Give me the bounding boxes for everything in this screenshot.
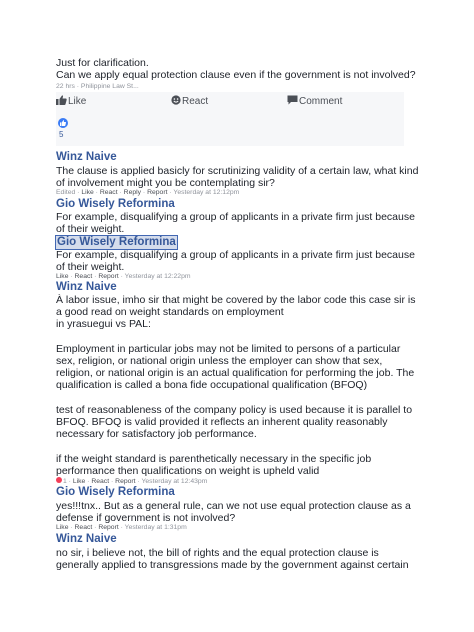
comment-meta: Like · React · Report · Yesterday at 12:22pm <box>56 273 191 280</box>
like-label: Like <box>68 96 87 107</box>
comment-author[interactable]: Gio Wisely Reformina <box>56 486 175 498</box>
comment-like-link[interactable]: Like <box>81 189 94 196</box>
like-button[interactable] <box>56 95 86 108</box>
reactions-summary[interactable] <box>56 114 404 146</box>
comment-author[interactable]: Winz Naive <box>56 281 117 293</box>
reaction-count: 1 <box>63 478 67 485</box>
comment-label: Comment <box>299 96 343 107</box>
love-reaction-icon <box>56 477 62 483</box>
comment-timestamp: Yesterday at 1:31pm <box>124 524 187 531</box>
comment-like-link[interactable]: Like <box>56 524 69 531</box>
comment-report-link[interactable]: Report <box>147 189 168 196</box>
comment-reply-link[interactable]: Reply <box>123 189 142 196</box>
comment-meta: Like · React · Report · Yesterday at 1:31pm <box>56 524 187 531</box>
comment-like-link[interactable]: Like <box>72 478 86 485</box>
comment-button[interactable] <box>287 95 342 108</box>
comment-text-line: of their weight. <box>56 223 125 235</box>
post-text-line-1: Just for clarification. <box>56 57 149 69</box>
comment-text-line: no sir, i believe not, the bill of rights and the equal protection clause is <box>56 547 379 559</box>
comment-text-line: defense if government is not involved? <box>56 512 236 524</box>
comment-text-line: For example, disqualifying a group of applicants in a private firm just because <box>56 211 415 223</box>
comment-timestamp: Yesterday at 12:12pm <box>173 189 240 196</box>
react-button[interactable] <box>171 95 208 108</box>
post-meta[interactable]: 22 hrs · Philippine Law St... <box>56 83 139 90</box>
comment-text-line: if the weight standard is parenthetically necessary in the specific job <box>56 453 372 465</box>
comment-text-line: of their weight. <box>56 261 125 273</box>
comment-meta: Edited · Like · React · Reply · Report · Yesterday at 12:12pm <box>56 189 240 196</box>
comment-timestamp: Yesterday at 12:22pm <box>124 273 191 280</box>
comment-report-link[interactable]: Report <box>98 524 119 531</box>
comment-author-highlighted[interactable]: Gio Wisely Reformina <box>57 236 176 248</box>
post-text-line-2: Can we apply equal protection clause even if the government is not involved? <box>56 69 416 81</box>
comment-author[interactable]: Winz Naive <box>56 533 117 545</box>
comment-text-line: sex, religion, or national origin unless the employer can show that sex, <box>56 355 383 367</box>
comment-meta: 1 · Like · React · Report · Yesterday at 12:43pm <box>56 477 207 485</box>
comment-text-line: qualification is called a bona fide occupational qualification (BFOQ) <box>56 379 368 391</box>
like-reaction-icon <box>58 118 68 128</box>
reaction-count: 5 <box>59 130 64 139</box>
comment-report-link[interactable]: Report <box>98 273 119 280</box>
comment-text-line: Employment in particular jobs may not be limited to persons of a particular <box>56 343 401 355</box>
comment-author[interactable]: Gio Wisely Reformina <box>56 198 175 210</box>
comment-text-line: BFOQ. BFOQ is valid provided it reflects an inherent quality reasonably <box>56 416 388 428</box>
comment-like-link[interactable]: Like <box>56 273 69 280</box>
comment-react-link[interactable]: React <box>74 524 93 531</box>
post-action-bar <box>56 92 404 114</box>
comment-author[interactable]: Winz Naive <box>56 151 117 163</box>
smiley-icon <box>171 95 181 108</box>
comment-text-line: in yrasuegui vs PAL: <box>56 318 151 330</box>
comment-text-line: test of reasonableness of the company policy is used because it is parallel to <box>56 404 413 416</box>
comment-text-line: a good read on weight standards on employment <box>56 306 284 318</box>
edited-label: Edited <box>56 189 76 196</box>
speech-bubble-icon <box>287 95 298 108</box>
comment-text-line: religion, or national origin is an actual qualification for performing the job. The <box>56 367 415 379</box>
thumbs-up-icon <box>56 95 67 108</box>
comment-text-line: necessary for satisfactory job performance. <box>56 428 257 440</box>
react-label: React <box>182 96 209 107</box>
comment-text-line: of involvement might you be contemplating sir? <box>56 177 275 189</box>
comment-text-line: performance then qualifications on weight is upheld valid <box>56 465 320 477</box>
comment-timestamp: Yesterday at 12:43pm <box>141 478 208 485</box>
comment-report-link[interactable]: Report <box>115 478 136 485</box>
comment-text-line: The clause is applied basicly for scrutinizing validity of a certain law, what kind <box>56 165 419 177</box>
comment-text-line: yes!!!tnx.. But as a general rule, can we not use equal protection clause as a <box>56 500 411 512</box>
comment-text-line: For example, disqualifying a group of applicants in a private firm just because <box>56 249 415 261</box>
comment-react-link[interactable]: React <box>91 478 110 485</box>
comment-text-line: generally applied to transgressions made by the government against certain <box>56 559 409 571</box>
comment-text-line: À labor issue, imho sir that might be covered by the labor code this case sir is <box>56 294 416 306</box>
comment-react-link[interactable]: React <box>99 189 118 196</box>
comment-react-link[interactable]: React <box>74 273 93 280</box>
